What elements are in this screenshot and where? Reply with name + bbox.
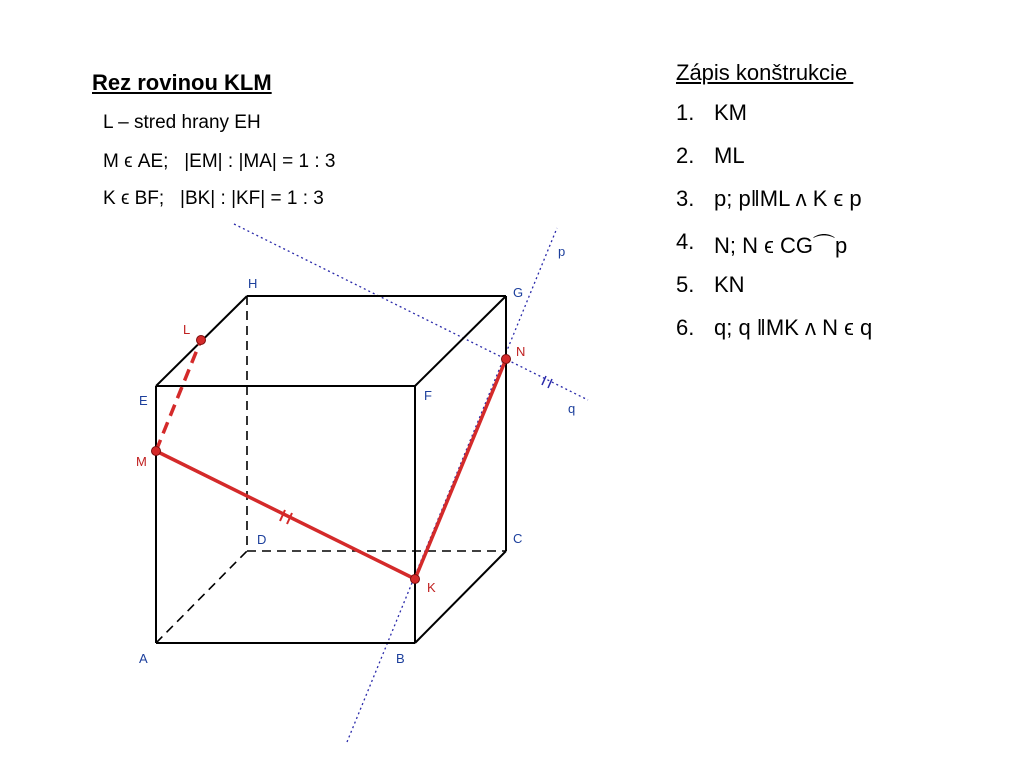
construction-title: Zápis konštrukcie [676, 60, 854, 85]
edge-BC [415, 551, 506, 643]
point-L [197, 336, 206, 345]
label-N: N [516, 344, 526, 359]
given-point-M: M ϵ AE; |EM| : |MA| = 1 : 3 [103, 151, 336, 172]
parallel-mark-q [542, 376, 546, 385]
step-text: ML [714, 143, 745, 168]
step-number: 4. [676, 229, 695, 254]
given-point-K: K ϵ BF; |BK| : |KF| = 1 : 3 [103, 188, 324, 209]
step-number: 6. [676, 315, 695, 340]
edge-FG [415, 296, 506, 386]
label-C: C [513, 531, 523, 546]
label-E: E [139, 393, 148, 408]
label-K: K [427, 580, 436, 595]
label-M: M [136, 454, 147, 469]
step-number: 3. [676, 186, 695, 211]
section-title: Rez rovinou KLM [92, 70, 272, 95]
point-N [502, 355, 511, 364]
section-ML [156, 340, 201, 451]
line-q [234, 224, 588, 400]
label-G: G [513, 285, 524, 300]
label-p: p [558, 244, 566, 259]
step-number: 2. [676, 143, 695, 168]
step-text: KN [714, 272, 745, 297]
given-midpoint-L: L – stred hrany EH [103, 112, 261, 133]
step-text: p; p‖ML ʌ K ϵ p [714, 186, 862, 211]
label-D: D [257, 532, 267, 547]
point-K [411, 575, 420, 584]
label-F: F [424, 388, 432, 403]
label-H: H [248, 276, 258, 291]
section-MK [156, 451, 415, 579]
label-L: L [183, 322, 191, 337]
edge-AD [156, 551, 247, 643]
step-text: q; q ‖MK ʌ N ϵ q [714, 315, 873, 340]
label-q: q [568, 401, 576, 416]
step-number: 5. [676, 272, 695, 297]
step-text: N; N ϵ CG⌒p [714, 233, 848, 258]
step-text: KM [714, 100, 747, 125]
step-number: 1. [676, 100, 695, 125]
point-M [152, 447, 161, 456]
label-B: B [396, 651, 405, 666]
label-A: A [139, 651, 148, 666]
